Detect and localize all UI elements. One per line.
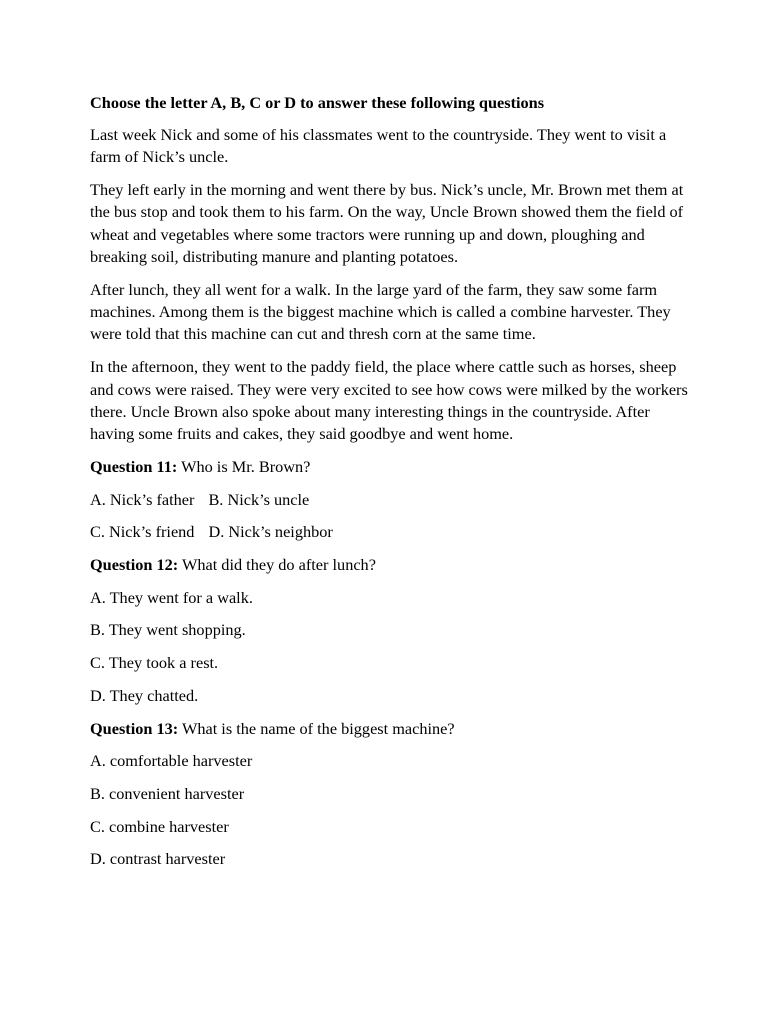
passage-paragraph-4: In the afternoon, they went to the paddy field, the place where cattle such as horses, sheep and cows were raised. They were very excited to see how cows were milked by the workers there. Uncle Brown also spoke about many interesting things in the countryside. After having some fruits and cakes, they said goodbye and went home.: [90, 357, 688, 444]
question-11-option-b: B. Nick’s uncle: [208, 489, 310, 509]
question-11-options-row-2: [90, 521, 690, 543]
worksheet-content: [90, 92, 690, 881]
question-13-option-a: A. comfortable harvester: [90, 751, 253, 771]
passage-paragraph-2: They left early in the morning and went there by bus. Nick’s uncle, Mr. Brown met them at the bus stop and took them to his farm. On the way, Uncle Brown showed them the field of wheat and vegetables where some tractors were running up and down, ploughing and breaking soil, distributing manure and planting potatoes.: [90, 179, 684, 266]
question-11-option-c: C. Nick’s friend: [90, 522, 195, 542]
question-11-text: Who is Mr. Brown?: [177, 457, 311, 477]
passage-paragraph-1: Last week Nick and some of his classmates went to the countryside. They went to visit a farm of Nick’s uncle.: [90, 124, 667, 167]
question-12: [90, 554, 690, 576]
question-13-option-b: B. convenient harvester: [90, 783, 245, 803]
question-13: [90, 718, 690, 740]
question-12-option-d: D. They chatted.: [90, 685, 199, 705]
question-11: [90, 456, 690, 478]
question-11-label: Question 11:: [90, 457, 178, 477]
question-11-options-row-1: [90, 489, 690, 511]
question-12-text: What did they do after lunch?: [178, 555, 376, 575]
question-12-option-c: C. They took a rest.: [90, 653, 219, 673]
question-13-text: What is the name of the biggest machine?: [178, 718, 455, 738]
question-13-label: Question 13:: [90, 718, 179, 738]
question-12-option-b: B. They went shopping.: [90, 620, 246, 640]
question-13-option-c: C. combine harvester: [90, 816, 229, 836]
question-12-label: Question 12:: [90, 555, 179, 575]
instruction-heading: Choose the letter A, B, C or D to answer these following questions: [90, 93, 545, 112]
question-13-option-d: D. contrast harvester: [90, 849, 226, 869]
question-12-option-a: A. They went for a walk.: [90, 587, 253, 607]
question-11-option-a: A. Nick’s father: [90, 489, 195, 509]
passage-paragraph-3: After lunch, they all went for a walk. In the large yard of the farm, they saw some farm machines. Among them is the biggest machine which is called a combine harvester. They were told that this machine can cut and thresh corn at the same time.: [90, 279, 671, 344]
question-11-option-d: D. Nick’s neighbor: [208, 522, 333, 542]
